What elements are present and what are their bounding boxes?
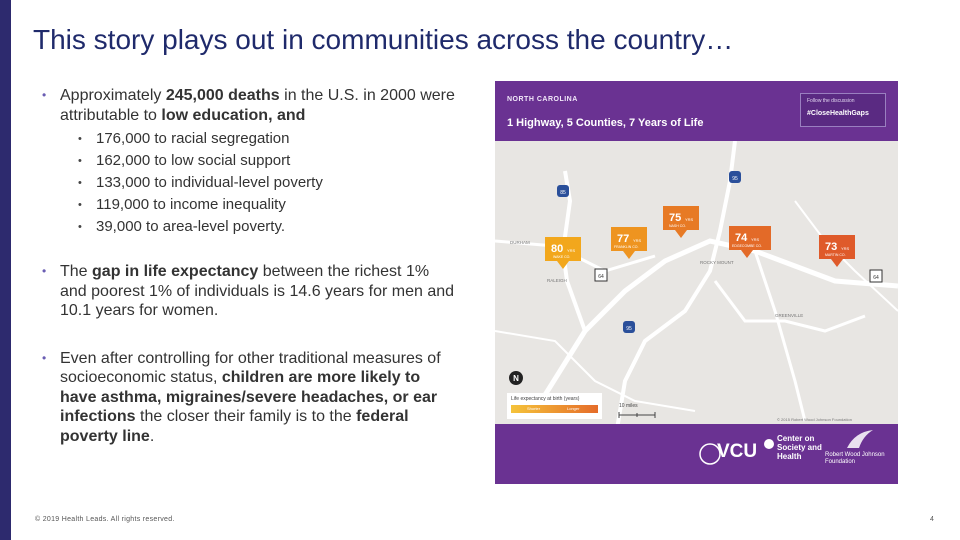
shield-64-icon [870,270,882,282]
page-number: 4 [930,516,934,523]
svg-text:YRS: YRS [841,246,850,251]
slide-title: This story plays out in communities across the country… [33,24,734,55]
life-expectancy-map [495,81,898,484]
map-state-label: NORTH CAROLINA [507,96,578,103]
hashtag-box: Follow the discussion #CloseHealthGaps [800,93,886,127]
map-header [495,81,898,141]
svg-text:FRANKLIN CO.: FRANKLIN CO. [614,245,639,249]
map-copyright: © 2015 Robert Wood Johnson Foundation [777,417,852,422]
pin-nash [663,206,699,238]
svg-text:74: 74 [735,232,748,244]
shield-85-icon [557,185,569,197]
center-logo: Center on Society and Health [777,434,822,461]
sub-bullet: • 176,000 to racial segregation [78,130,290,147]
city-label: ROCKY MOUNT [700,260,734,265]
road [755,251,805,421]
center-logo-icon [763,438,775,450]
scale-bar [619,412,655,418]
sub-bullet: • 119,000 to income inequality [78,196,286,213]
svg-text:YRS: YRS [685,217,694,222]
map-legend: Life expectancy at birth (years) Shorter Longer [507,393,602,419]
svg-text:WAKE CO.: WAKE CO. [553,255,571,259]
shield-95-icon [623,321,635,333]
map-subtitle: 1 Highway, 5 Counties, 7 Years of Life [507,117,704,129]
bullet-dot: • [42,88,47,102]
svg-text:EDGECOMBE CO.: EDGECOMBE CO. [732,244,762,248]
svg-text:NASH CO.: NASH CO. [669,224,686,228]
svg-text:YRS: YRS [633,238,642,243]
highway-95 [615,141,735,441]
svg-text:85: 85 [560,190,566,196]
legend-gradient [511,405,598,413]
sub-bullet: • 162,000 to low social support [78,152,291,169]
pin-wake [545,237,581,269]
road [715,281,865,331]
text-column [28,86,458,446]
bullet-life-gap: • The gap in life expectancy between the richest 1% and poorest 1% of individuals is 14.6 years for men and 10.1 years for women. [42,263,455,319]
sub-bullet: • 133,000 to individual-level poverty [78,174,323,191]
svg-text:MARTIN CO.: MARTIN CO. [825,253,846,257]
svg-text:73: 73 [825,241,838,253]
svg-text:95: 95 [732,176,738,182]
pin-franklin [611,227,647,259]
bullet-dot: • [42,264,47,278]
svg-text:YRS: YRS [751,237,760,242]
bullet-deaths: • Approximately 245,000 deaths in the U.S. in 2000 were attributable to low education, and [42,87,455,124]
svg-text:N: N [513,374,519,383]
svg-text:64: 64 [873,275,879,281]
rwj-bird-icon [845,428,875,450]
svg-text:YRS: YRS [567,248,576,253]
sub-bullet-list [28,128,458,238]
city-label: GREENVILLE [775,313,804,318]
shield-64-icon [595,269,607,281]
map-footer [495,424,898,484]
highway-64 [535,241,898,411]
svg-text:64: 64 [598,274,604,280]
svg-text:75: 75 [669,212,682,224]
sub-bullet: • 39,000 to area-level poverty. [78,218,286,235]
shield-95-icon [729,171,741,183]
rwj-logo: Robert Wood Johnson Foundation [825,452,885,465]
bullet-children: • Even after controlling for other traditional measures of socioeconomic status, children are more likely to have asthma, migraines/severe headaches, or ear infections the closer their family is to the federal poverty line. [42,349,441,445]
city-label: RALEIGH [547,278,567,283]
footer-copyright: © 2019 Health Leads. All rights reserved. [35,516,175,523]
bullet-dot: • [42,350,47,365]
north-arrow-icon [509,371,523,385]
svg-text:77: 77 [617,233,630,245]
left-accent-bar [0,0,11,540]
city-label: DURHAM [510,240,530,245]
svg-text:80: 80 [551,243,564,255]
svg-text:95: 95 [626,326,632,332]
scale-label: 10 miles [619,403,638,409]
vcu-logo: VCU [717,441,758,462]
pin-martin [819,235,855,267]
